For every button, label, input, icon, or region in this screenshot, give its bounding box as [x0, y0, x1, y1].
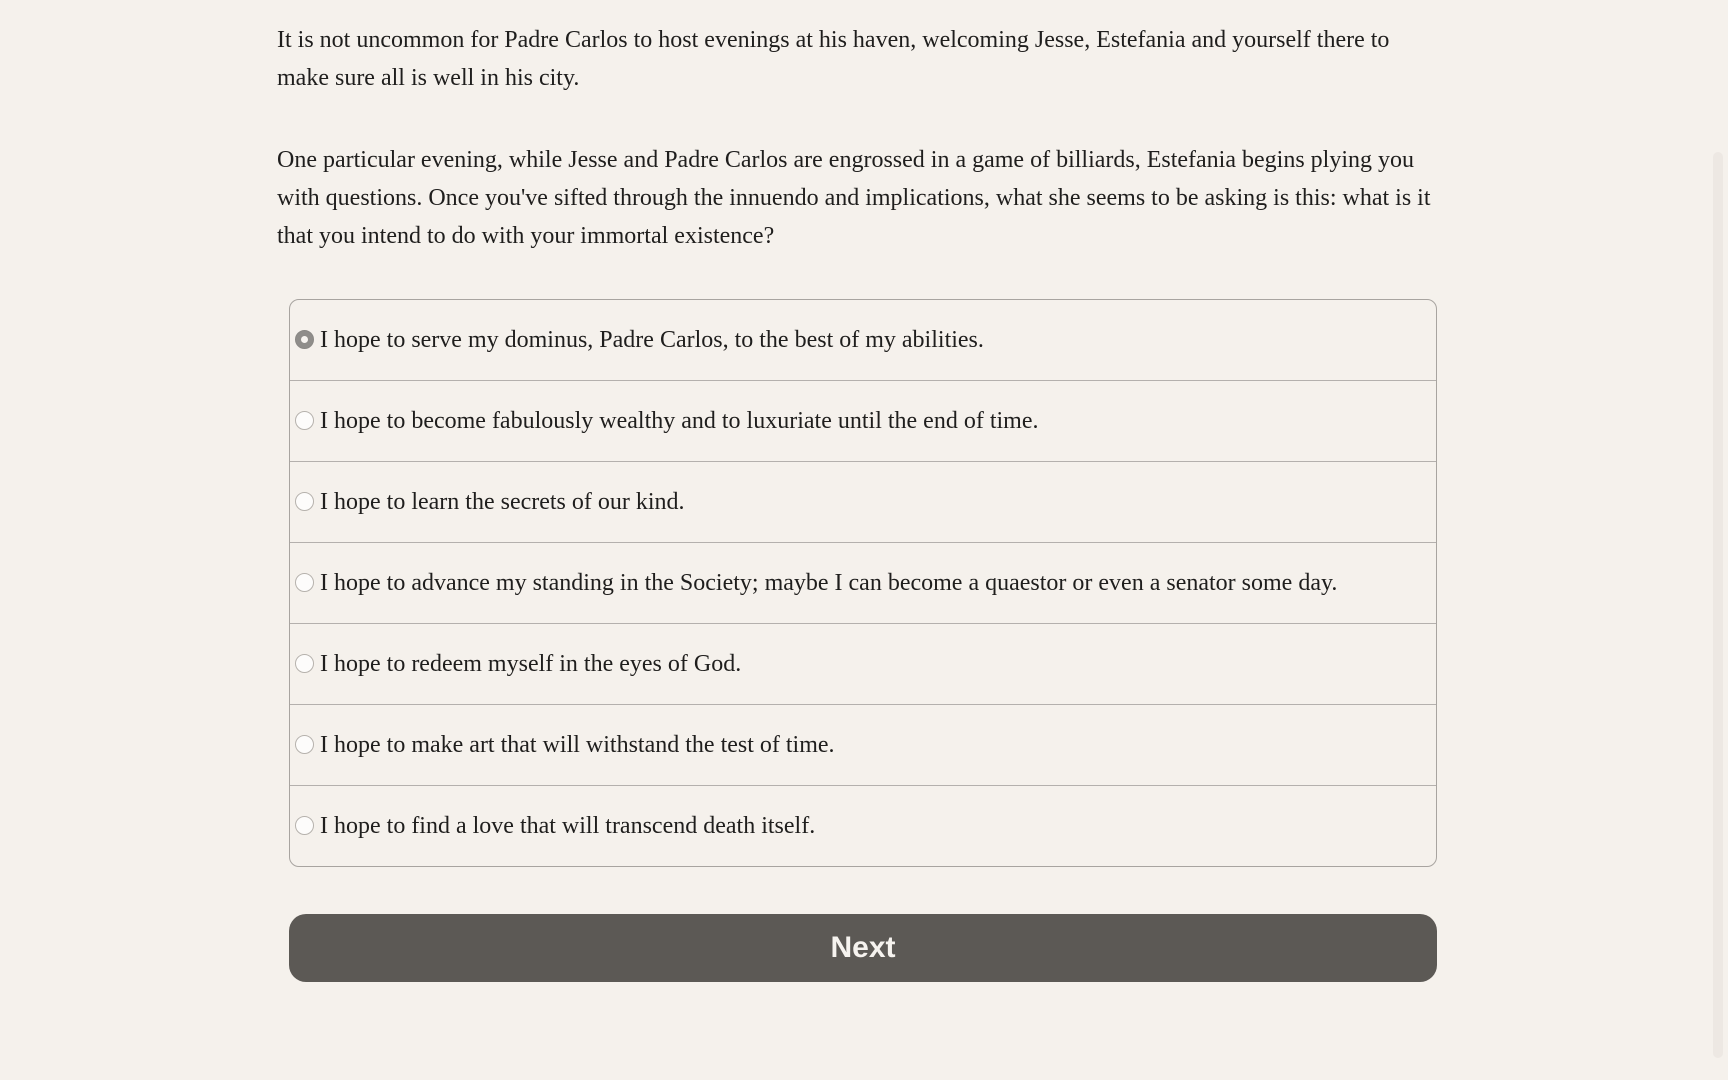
choice-option[interactable] — [290, 300, 1436, 380]
choice-option-label: I hope to advance my standing in the Society; maybe I can become a quaestor or even a senator some day. — [320, 570, 1338, 596]
choice-option[interactable] — [290, 380, 1436, 461]
radio-button[interactable] — [295, 735, 314, 754]
choice-list — [289, 299, 1437, 867]
story-paragraph: It is not uncommon for Padre Carlos to host evenings at his haven, welcoming Jesse, Estefania and yourself there to make sure all is well in his city. — [277, 27, 1390, 91]
choice-option-label: I hope to learn the secrets of our kind. — [320, 489, 685, 515]
radio-button[interactable] — [295, 573, 314, 592]
radio-button[interactable] — [295, 330, 314, 349]
radio-button[interactable] — [295, 411, 314, 430]
choice-option-label: I hope to redeem myself in the eyes of God. — [320, 651, 742, 677]
choice-option[interactable] — [290, 785, 1436, 866]
choice-option-label: I hope to find a love that will transcend death itself. — [320, 813, 816, 839]
story-paragraph: One particular evening, while Jesse and Padre Carlos are engrossed in a game of billiards, Estefania begins plying you with questions. Once you've sifted through the innuendo and implications, what she seems to be asking is this: what is it that you intend to do with your immortal existence? — [277, 147, 1431, 249]
choice-option-label: I hope to become fabulously wealthy and to luxuriate until the end of time. — [320, 408, 1039, 434]
radio-button[interactable] — [295, 492, 314, 511]
choice-option[interactable] — [290, 704, 1436, 785]
game-page — [277, 0, 1437, 982]
choice-option-label: I hope to serve my dominus, Padre Carlos, to the best of my abilities. — [320, 327, 984, 353]
radio-dot — [301, 336, 308, 343]
radio-button[interactable] — [295, 816, 314, 835]
radio-button[interactable] — [295, 654, 314, 673]
next-button[interactable]: Next — [289, 914, 1437, 982]
scrollbar-thumb[interactable] — [1713, 152, 1723, 1058]
story-text — [277, 0, 1437, 255]
choice-option[interactable] — [290, 461, 1436, 542]
choice-option-label: I hope to make art that will withstand the test of time. — [320, 732, 835, 758]
choice-option[interactable] — [290, 542, 1436, 623]
choice-option[interactable] — [290, 623, 1436, 704]
